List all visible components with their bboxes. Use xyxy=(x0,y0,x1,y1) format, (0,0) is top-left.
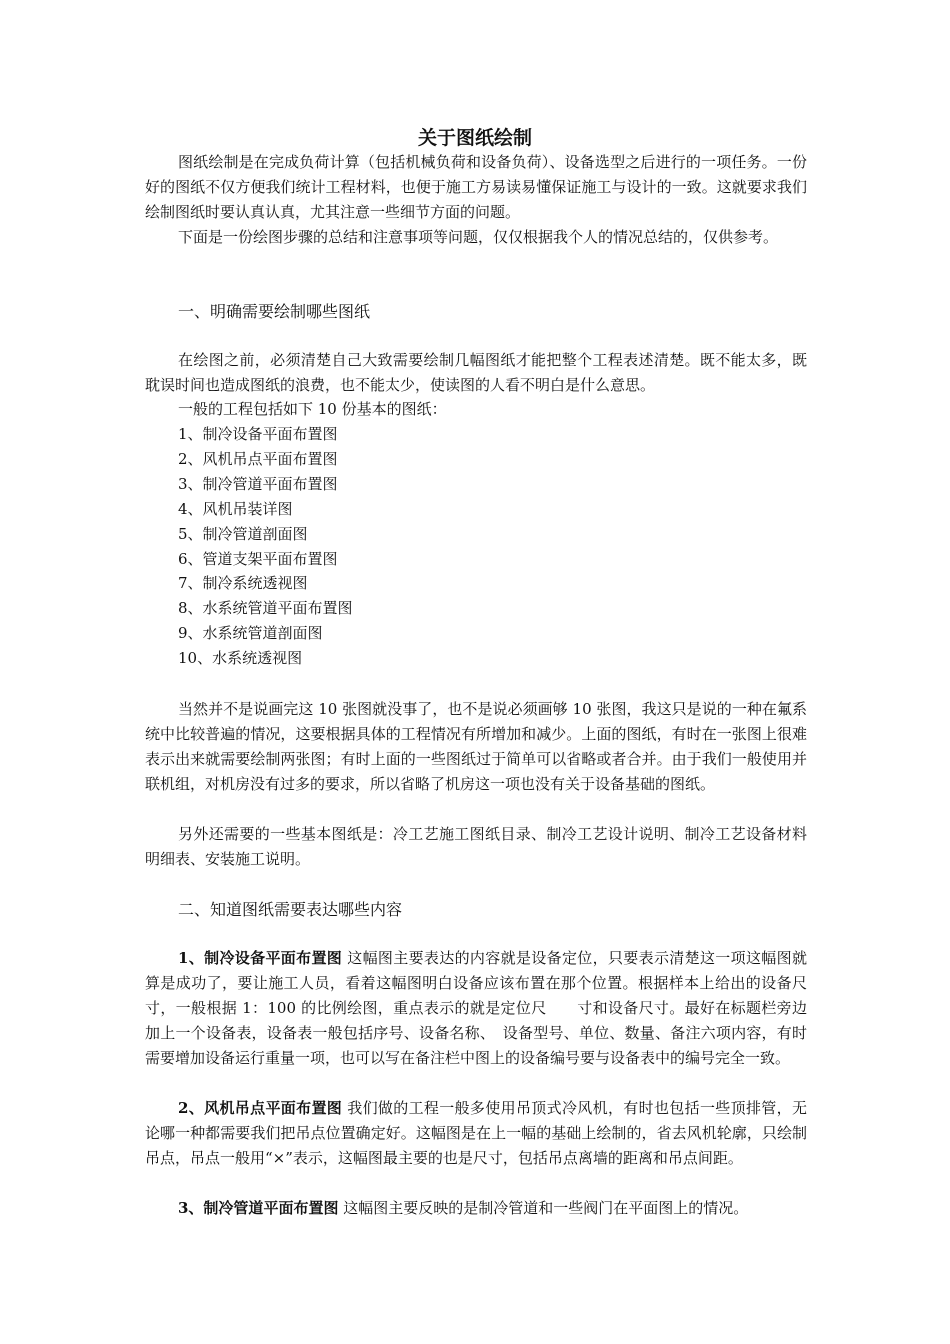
list-item: 4、风机吊装详图 xyxy=(178,499,293,518)
item-text: 这幅图主要反映的是制冷管道和一些阀门在平面图上的情况。 xyxy=(338,1199,749,1217)
section1-paragraph-2: 当然并不是说画完这 10 张图就没事了，也不是说必须画够 10 张图，我这只是说的一种在氟系统中比较普遍的情况，这要根据具体的工程情况有所增加和减少。上面的图纸，有时在一张图上很难表示出来就需要绘制两张图；有时上面的一些图纸过于简单可以省略或者合并。由于我们一般使用并联机组，对机房没有过多的要求，所以省略了机房这一项也没有关于设备基础的图纸。 xyxy=(145,700,807,793)
list-item: 6、管道支架平面布置图 xyxy=(178,549,338,568)
item-lead: 1、制冷设备平面布置图 xyxy=(178,949,343,967)
item-lead: 2、风机吊点平面布置图 xyxy=(178,1099,343,1117)
section1-paragraph-1: 在绘图之前，必须清楚自己大致需要绘制几幅图纸才能把整个工程表述清楚。既不能太多，既耽误时间也造成图纸的浪费，也不能太少，使读图的人看不明白是什么意思。 xyxy=(145,351,807,394)
drawing-list-intro: 一般的工程包括如下 10 份基本的图纸： xyxy=(178,400,447,418)
intro-paragraph-2: 下面是一份绘图步骤的总结和注意事项等问题，仅仅根据我个人的情况总结的，仅供参考。 xyxy=(178,228,779,246)
section2-item-3 xyxy=(145,1196,807,1221)
item-text: 我们做的工程一般多使用吊顶式冷风机，有时也包括一些顶排管，无论哪一种都需要我们把吊点位置确定好。这幅图是在上一幅的基础上绘制的，省去风机轮廓，只绘制吊点，吊点一般用“×”表示，这幅图最主要的也是尺寸，包括吊点离墙的距离和吊点间距。 xyxy=(145,1099,807,1167)
list-item: 5、制冷管道剖面图 xyxy=(178,524,308,543)
section1-paragraph-3: 另外还需要的一些基本图纸是：冷工艺施工图纸目录、制冷工艺设计说明、制冷工艺设备材料明细表、安装施工说明。 xyxy=(145,825,807,868)
item-lead: 3、制冷管道平面布置图 xyxy=(178,1199,339,1217)
list-item: 9、水系统管道剖面图 xyxy=(178,624,323,643)
list-item: 2、风机吊点平面布置图 xyxy=(178,449,338,468)
item-text: 这幅图主要表达的内容就是设备定位，只要表示清楚这一项这幅图就算是成功了，要让施工人员，看着这幅图明白设备应该布置在那个位置。根据样本上给出的设备尺寸，一般根据 1：100 的比例绘图，重点表示的就是定位尺 寸和设备尺寸。最好在标题栏旁边加上一个设备表，设备表一般包括序号、设备名称、 设备型号、单位、数量、备注六项内容，有时需要增加设备运行重量一项，也可以写在备注栏中图上的设备编号要与设备表中的编号完全一致。 xyxy=(145,949,807,1067)
section2-item-2 xyxy=(145,1096,807,1171)
section2-item-1 xyxy=(145,946,807,1071)
list-item: 8、水系统管道平面布置图 xyxy=(178,599,353,618)
list-item: 1、制冷设备平面布置图 xyxy=(178,425,338,443)
list-item: 3、制冷管道平面布置图 xyxy=(178,474,338,493)
drawing-list xyxy=(178,422,353,671)
section2-heading: 二、知道图纸需要表达哪些内容 xyxy=(178,900,403,919)
list-item: 10、水系统透视图 xyxy=(178,649,303,668)
intro-paragraph-1: 图纸绘制是在完成负荷计算（包括机械负荷和设备负荷）、设备选型之后进行的一项任务。一份好的图纸不仅方便我们统计工程材料，也便于施工方易读易懂保证施工与设计的一致。这就要求我们绘制图纸时要认真认真，尤其注意一些细节方面的问题。 xyxy=(145,153,807,221)
section1-heading: 一、明确需要绘制哪些图纸 xyxy=(178,302,371,321)
list-item: 7、制冷系统透视图 xyxy=(178,574,308,593)
page-title: 关于图纸绘制 xyxy=(417,127,532,149)
